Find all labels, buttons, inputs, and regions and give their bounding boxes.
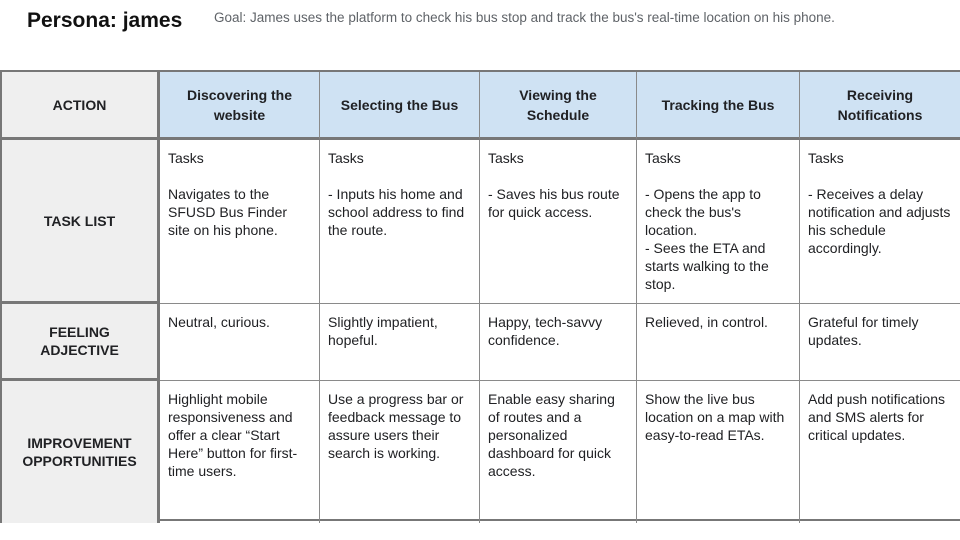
feeling-cell-discovering [160,304,320,381]
feeling-text: Neutral, curious. [168,314,270,330]
stage-header-selecting: Selecting the Bus [320,72,480,140]
stage-header-tracking: Tracking the Bus [637,72,800,140]
feeling-cell-selecting [320,304,480,381]
tasks-text: - Opens the app to check the bus's location. - Sees the ETA and starts walking to the stop. [645,186,769,292]
task-cell-viewing [480,140,637,304]
feeling-text: Slightly impatient, hopeful. [328,314,438,348]
task-cell-discovering [160,140,320,304]
tasks-label: Tasks [328,150,364,166]
improvement-cell-discovering [160,381,320,523]
improvement-cell-notifications [800,381,960,523]
feeling-text: Grateful for timely updates. [808,314,919,348]
task-cell-selecting [320,140,480,304]
improvement-cell-tracking [637,381,800,523]
stage-header-notifications: Receiving Notifications [800,72,960,140]
improvement-cell-selecting [320,381,480,523]
tasks-text: - Inputs his home and school address to find the route. [328,186,465,238]
persona-goal: Goal: James uses the platform to check his bus stop and track the bus's real-time location on his phone. [214,10,835,25]
tasks-label: Tasks [488,150,524,166]
tasks-label: Tasks [645,150,681,166]
stage-header-discovering: Discovering the website [160,72,320,140]
journey-map-table [0,70,960,521]
feeling-cell-notifications [800,304,960,381]
row-header-improvement: IMPROVEMENT OPPORTUNITIES [0,381,160,523]
tasks-text: - Saves his bus route for quick access. [488,186,620,220]
improvement-text: Use a progress bar or feedback message to assure users their search is working. [328,391,464,461]
improvement-text: Add push notifications and SMS alerts for critical updates. [808,391,945,443]
row-header-task-list: TASK LIST [0,140,160,304]
stage-header-viewing: Viewing the Schedule [480,72,637,140]
persona-title: Persona: james [27,9,183,32]
row-header-action: ACTION [0,72,160,140]
tasks-label: Tasks [168,150,204,166]
improvement-cell-viewing [480,381,637,523]
task-cell-notifications [800,140,960,304]
tasks-text: - Receives a delay notification and adjusts his schedule accordingly. [808,186,951,256]
improvement-text: Highlight mobile responsiveness and offer a clear “Start Here” button for first-time users. [168,391,298,479]
tasks-text: Navigates to the SFUSD Bus Finder site on his phone. [168,186,288,238]
feeling-cell-viewing [480,304,637,381]
improvement-text: Show the live bus location on a map with easy-to-read ETAs. [645,391,785,443]
feeling-cell-tracking [637,304,800,381]
improvement-text: Enable easy sharing of routes and a personalized dashboard for quick access. [488,391,615,479]
feeling-text: Happy, tech-savvy confidence. [488,314,603,348]
task-cell-tracking [637,140,800,304]
feeling-text: Relieved, in control. [645,314,768,330]
row-header-feeling: FEELING ADJECTIVE [0,304,160,381]
tasks-label: Tasks [808,150,844,166]
